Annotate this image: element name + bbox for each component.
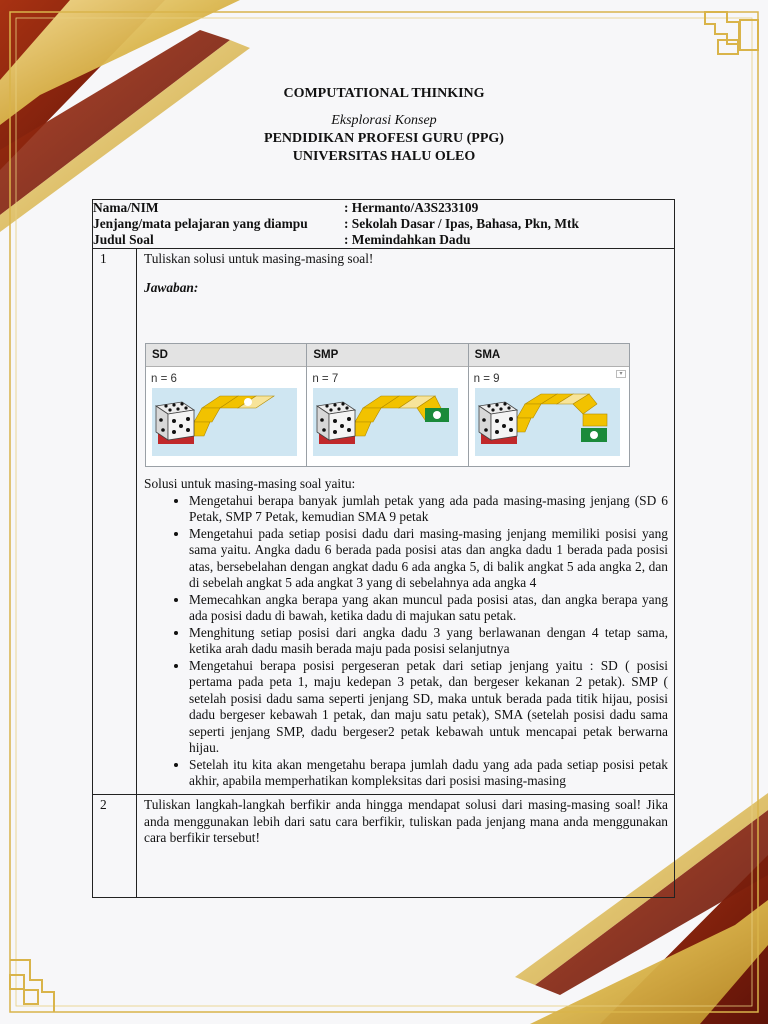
topic-value: : Memindahkan Dadu — [344, 232, 471, 247]
question-number: 2 — [93, 795, 137, 898]
panel-count: n = 7 — [312, 373, 339, 385]
name-value: : Hermanto/A3S233109 — [344, 200, 479, 215]
panel-label: SMA — [469, 344, 629, 367]
dropdown-indicator-icon: ▾ — [616, 370, 626, 378]
identity-grid — [93, 200, 674, 248]
name-label: Nama/NIM — [93, 200, 159, 215]
list-item: • Mengetahui pada setiap posisi dadu dari masing-masing jenjang memiliki posisi yang sama yaitu. Angka dadu 6 berada pada posisi atas dan angka dadu 1 berada pada posisi atas, bersebelahan dengan angkat dadu 6 ada angka 5, di balik angkat 5 ada angka 2, dan di sebelah angkat 5 ada angkat 3 yang di sebelahnya ada angka 4 — [189, 526, 668, 592]
university-name: UNIVERSITAS HALU OLEO — [292, 149, 476, 164]
list-item: • Menghitung setiap posisi dari angka dadu 3 yang berlawanan dengan 4 tetap sama, ketika arah dadu masih berada maju pada posisi selanjutnya — [189, 625, 668, 658]
figure-panel-sd — [146, 344, 307, 466]
question-row-1 — [93, 249, 675, 795]
program-name: PENDIDIKAN PROFESI GURU (PPG) — [264, 131, 504, 146]
list-item: • Mengetahui berapa banyak jumlah petak yang ada pada masing-masing jenjang (SD 6 Petak, SMP 7 Petak, kemudian SMA 9 petak — [189, 493, 668, 526]
page-title: COMPUTATIONAL THINKING — [283, 86, 485, 101]
answer-label: Jawaban: — [144, 279, 199, 295]
list-item: • Memecahkan angka berapa yang akan muncul pada posisi atas, dan angka berapa yang ada posisi dadu di bawah, ketika dadu di majukan satu petak. — [189, 592, 668, 625]
identity-row — [93, 200, 675, 249]
level-label: Jenjang/mata pelajaran yang diampu — [93, 216, 308, 231]
question-row-2 — [93, 795, 675, 898]
list-item: • Setelah itu kita akan mengetahu berapa jumlah dadu yang ada pada setiap posisi petak akhir, apabila memperhatikan kompleksitas dari posisi masing-masing — [189, 757, 668, 790]
panel-label: SMP — [307, 344, 467, 367]
solution-section — [144, 476, 668, 790]
identity-cell — [93, 200, 675, 249]
question-1-prompt: Tuliskan solusi untuk masing-masing soal! — [144, 251, 374, 266]
list-item: • Mengetahui berapa posisi pergeseran petak dari setiap jenjang yaitu : SD ( posisi pertama pada peta 1, maju kedepan 3 petak, dan bergeser kekanan 2 petak). SMP ( setelah posisi dadu sama seperti jenjang SD, maka untuk berada pada titik hijau, posisi dadu bergeser kebawah 1 petak, dan maju satu petak), SMA (setelah posisi dadu sama seperti jenjang SMP, dadu bergeser2 petak kebawah untuk mencapai petak berwarna hijau. — [189, 658, 668, 757]
panel-count: n = 6 — [151, 373, 177, 385]
dice-figure — [145, 343, 630, 467]
page-subtitle: Eksplorasi Konsep — [331, 113, 437, 128]
figure-panel-sma — [469, 344, 629, 466]
dice-path-image — [152, 388, 297, 456]
question-number: 1 — [93, 249, 137, 795]
topic-label: Judul Soal — [93, 232, 154, 247]
dice-path-image — [313, 388, 458, 456]
level-value: : Sekolah Dasar / Ipas, Bahasa, Pkn, Mtk — [344, 216, 579, 231]
panel-count: n = 9 — [473, 373, 500, 385]
dice-path-image — [475, 388, 620, 456]
figure-panel-smp — [307, 344, 468, 466]
question-2-prompt: Tuliskan langkah-langkah berfikir anda hingga mendapat solusi dari masing-masing soal! Jika anda menggunakan lebih dari satu cara berfikir, tuliskan pada jenjang mana anda menggunakan cara berfikir tersebut! — [137, 795, 675, 898]
worksheet-table — [92, 199, 675, 898]
panel-label: SD — [146, 344, 306, 367]
question-1-cell — [137, 249, 675, 795]
solution-list — [144, 493, 668, 790]
solution-intro: Solusi untuk masing-masing soal yaitu: — [144, 476, 356, 491]
